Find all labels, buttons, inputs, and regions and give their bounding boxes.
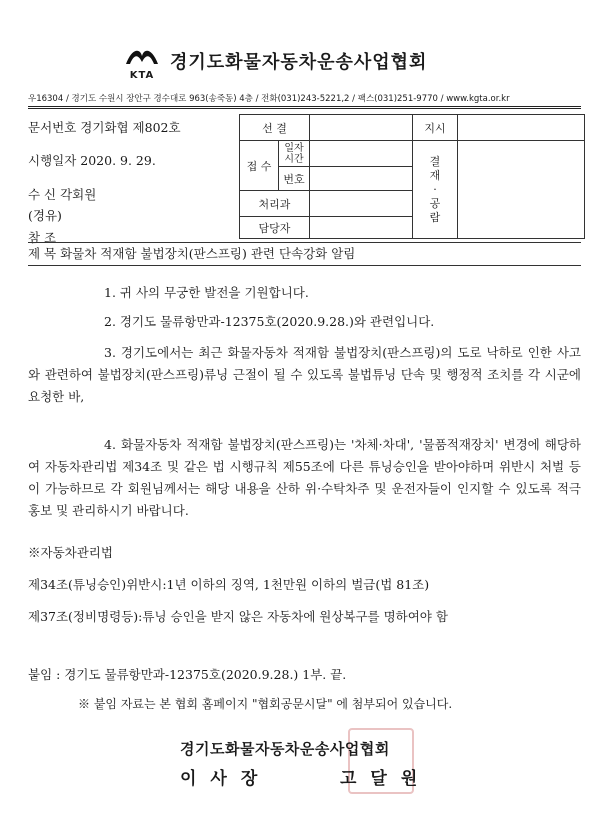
org-name: 경기도화물자동차운송사업협회 [170,52,428,73]
signature-org: 경기도화물자동차운송사업협회 [180,740,390,758]
ilja-sigan-cell [310,141,413,167]
reference: 참 조 [28,230,57,245]
address-line: 우16304 / 경기도 수원시 장안구 경수대로 963(송죽동) 4층 / 전화(031)243-5221,2 / 팩스(031)251-9770 / www.kgta.or.kr [28,92,581,109]
approval-box [239,114,585,239]
law-heading: ※자동차관리법 [28,545,113,560]
signature-name: 고달원 [340,769,432,789]
logo-text: KTA [129,70,155,81]
attachment-note: ※ 붙임 자료는 본 협회 홈페이지 "협회공문시달" 에 첨부되어 있습니다. [78,697,453,711]
jeopsu-label: 접 수 [240,141,279,191]
ilja-sigan-label: 일자 시간 [279,141,310,167]
damdangja-cell [310,217,413,239]
cheorigwa-cell [310,191,413,217]
law-article-37: 제37조(정비명령등):튜닝 승인을 받지 않은 자동차에 원상복구를 명하여야 함 [28,609,448,624]
kta-logo-icon [122,44,162,68]
seon-gyeol-label: 선 결 [240,115,310,141]
attachment-line: 붙임 : 경기도 물류항만과-12375호(2020.9.28.) 1부. 끝. [28,667,347,682]
paragraph-2: 2. 경기도 물류항만과-12375호(2020.9.28.)와 관련입니다. [104,314,435,329]
enforce-date: 시행일자 2020. 9. 29. [28,153,156,168]
jisi-label: 지시 [413,115,458,141]
doc-number: 문서번호 경기화협 제802호 [28,120,181,135]
subject-line: 제 목 화물차 적재함 불법장치(판스프링) 관련 단속강화 알림 [28,242,581,266]
paragraph-3: 3. 경기도에서는 최근 화물자동차 적재함 불법장치(판스프링)의 도로 낙하로 인한 사고와 관련하여 불법장치(판스프링)류닝 근절이 될 수 있도록 불법튜닝 단속 및 행정적 조치를 각 시군에 요청한 바, [28,345,581,404]
paragraph-1: 1. 귀 사의 무궁한 발전을 기원합니다. [104,285,309,300]
recipient: 수 신 각회원 [28,187,97,202]
beonho-label: 번호 [279,167,310,191]
signature-position: 이사장 [180,769,272,789]
beonho-cell [310,167,413,191]
law-article-34: 제34조(튜닝승인)위반시:1년 이하의 징역, 1천만원 이하의 벌금(법 81조) [28,577,430,592]
gyeoljae-cell [458,141,585,239]
damdangja-label: 담당자 [240,217,310,239]
seon-gyeol-cell [310,115,413,141]
gyeoljae-label: 결 재 · 공 람 [413,141,458,239]
via: (경유) [28,208,62,223]
letterhead [0,44,600,84]
cheorigwa-label: 처리과 [240,191,310,217]
jisi-cell [458,115,585,141]
paragraph-4: 4. 화물자동차 적재함 불법장치(판스프링)는 '차체·차대', '물품적재장치' 변경에 해당하여 자동차관리법 제34조 및 같은 법 시행규칙 제55조에 다른 튜닝승인을 받아야하며 위반시 처벌 등이 가능하므로 각 회원님께서는 해당 내용을 산하 위·수탁차주 및 운전자들이 인지할 수 있도록 적극 홍보 및 관리하시기 바랍니다. [28,437,581,518]
kta-logo [122,44,162,80]
